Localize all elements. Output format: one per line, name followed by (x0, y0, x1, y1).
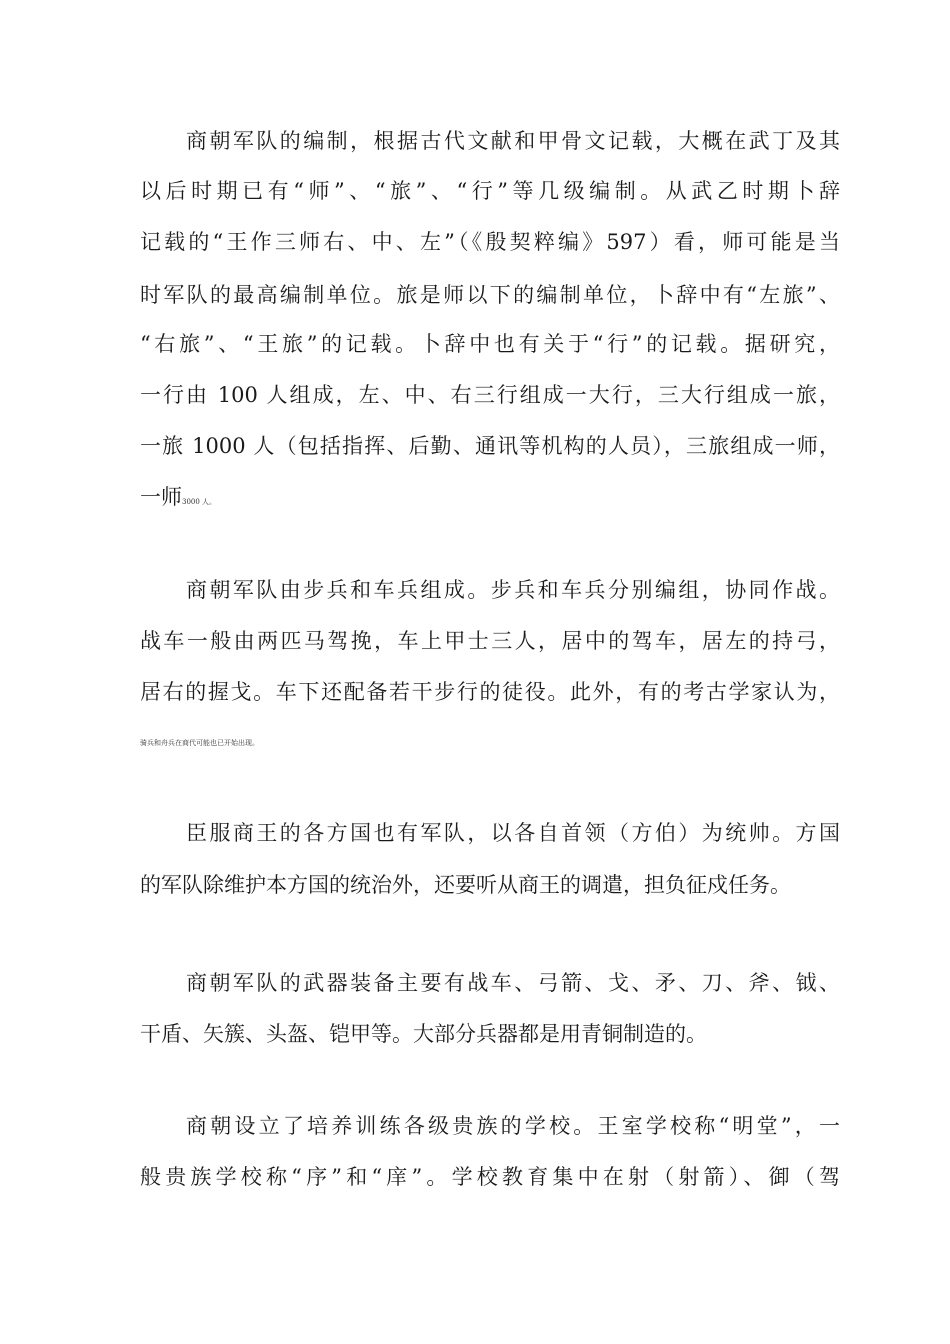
paragraph-1-line-7: 一旅 1000 人（包括指挥、后勤、通讯等机构的人员），三旅组成一师， (140, 434, 840, 458)
paragraph-5-line-2: 般贵族学校称“序”和“庠”。学校教育集中在射（射箭）、御（驾 (140, 1165, 840, 1189)
paragraph-1-line-8 (140, 482, 840, 517)
paragraph-1-tail-text: 一师 (140, 485, 182, 509)
paragraph-4-line-2: 干盾、矢簇、头盔、铠甲等。大部分兵器都是用青铜制造的。 (140, 1022, 707, 1046)
paragraph-1-line-1: 商朝军队的编制，根据古代文献和甲骨文记载，大概在武丁及其 (186, 129, 840, 153)
paragraph-1-line-4: 时军队的最高编制单位。旅是师以下的编制单位，卜辞中有“左旅”、 (140, 283, 840, 307)
paragraph-2-line-1: 商朝军队由步兵和车兵组成。步兵和车兵分别编组，协同作战。 (186, 578, 840, 602)
paragraph-1-line-3: 记载的“王作三师右、中、左”（《殷契粹编》597）看，师可能是当 (140, 230, 840, 254)
paragraph-1-line-2: 以后时期已有“师”、“旅”、“行”等几级编制。从武乙时期卜辞 (140, 179, 840, 203)
paragraph-3-line-1: 臣服商王的各方国也有军队，以各自首领（方伯）为统帅。方国 (186, 821, 840, 845)
paragraph-5-line-1: 商朝设立了培养训练各级贵族的学校。王室学校称“明堂”，一 (186, 1114, 840, 1138)
paragraph-4-line-1: 商朝军队的武器装备主要有战车、弓箭、戈、矛、刀、斧、钺、 (186, 971, 840, 995)
paragraph-1-line-6: 一行由 100 人组成，左、中、右三行组成一大行，三大行组成一旅， (140, 383, 840, 407)
paragraph-1-line-5: “右旅”、“王旅”的记载。卜辞中也有关于“行”的记载。据研究， (140, 332, 840, 356)
paragraph-2-line-3: 居右的握戈。车下还配备若干步行的徒役。此外，有的考古学家认为， (140, 680, 840, 704)
paragraph-2-tail-small-text: 骑兵和舟兵在商代可能也已开始出现。 (140, 739, 259, 747)
paragraph-2-line-2: 战车一般由两匹马驾挽，车上甲士三人，居中的驾车，居左的持弓， (140, 629, 840, 653)
paragraph-3-line-2: 的军队除维护本方国的统治外，还要听从商王的调遣，担负征戍任务。 (140, 873, 791, 897)
paragraph-1-tail-small-text: 3000 人。 (182, 498, 217, 506)
